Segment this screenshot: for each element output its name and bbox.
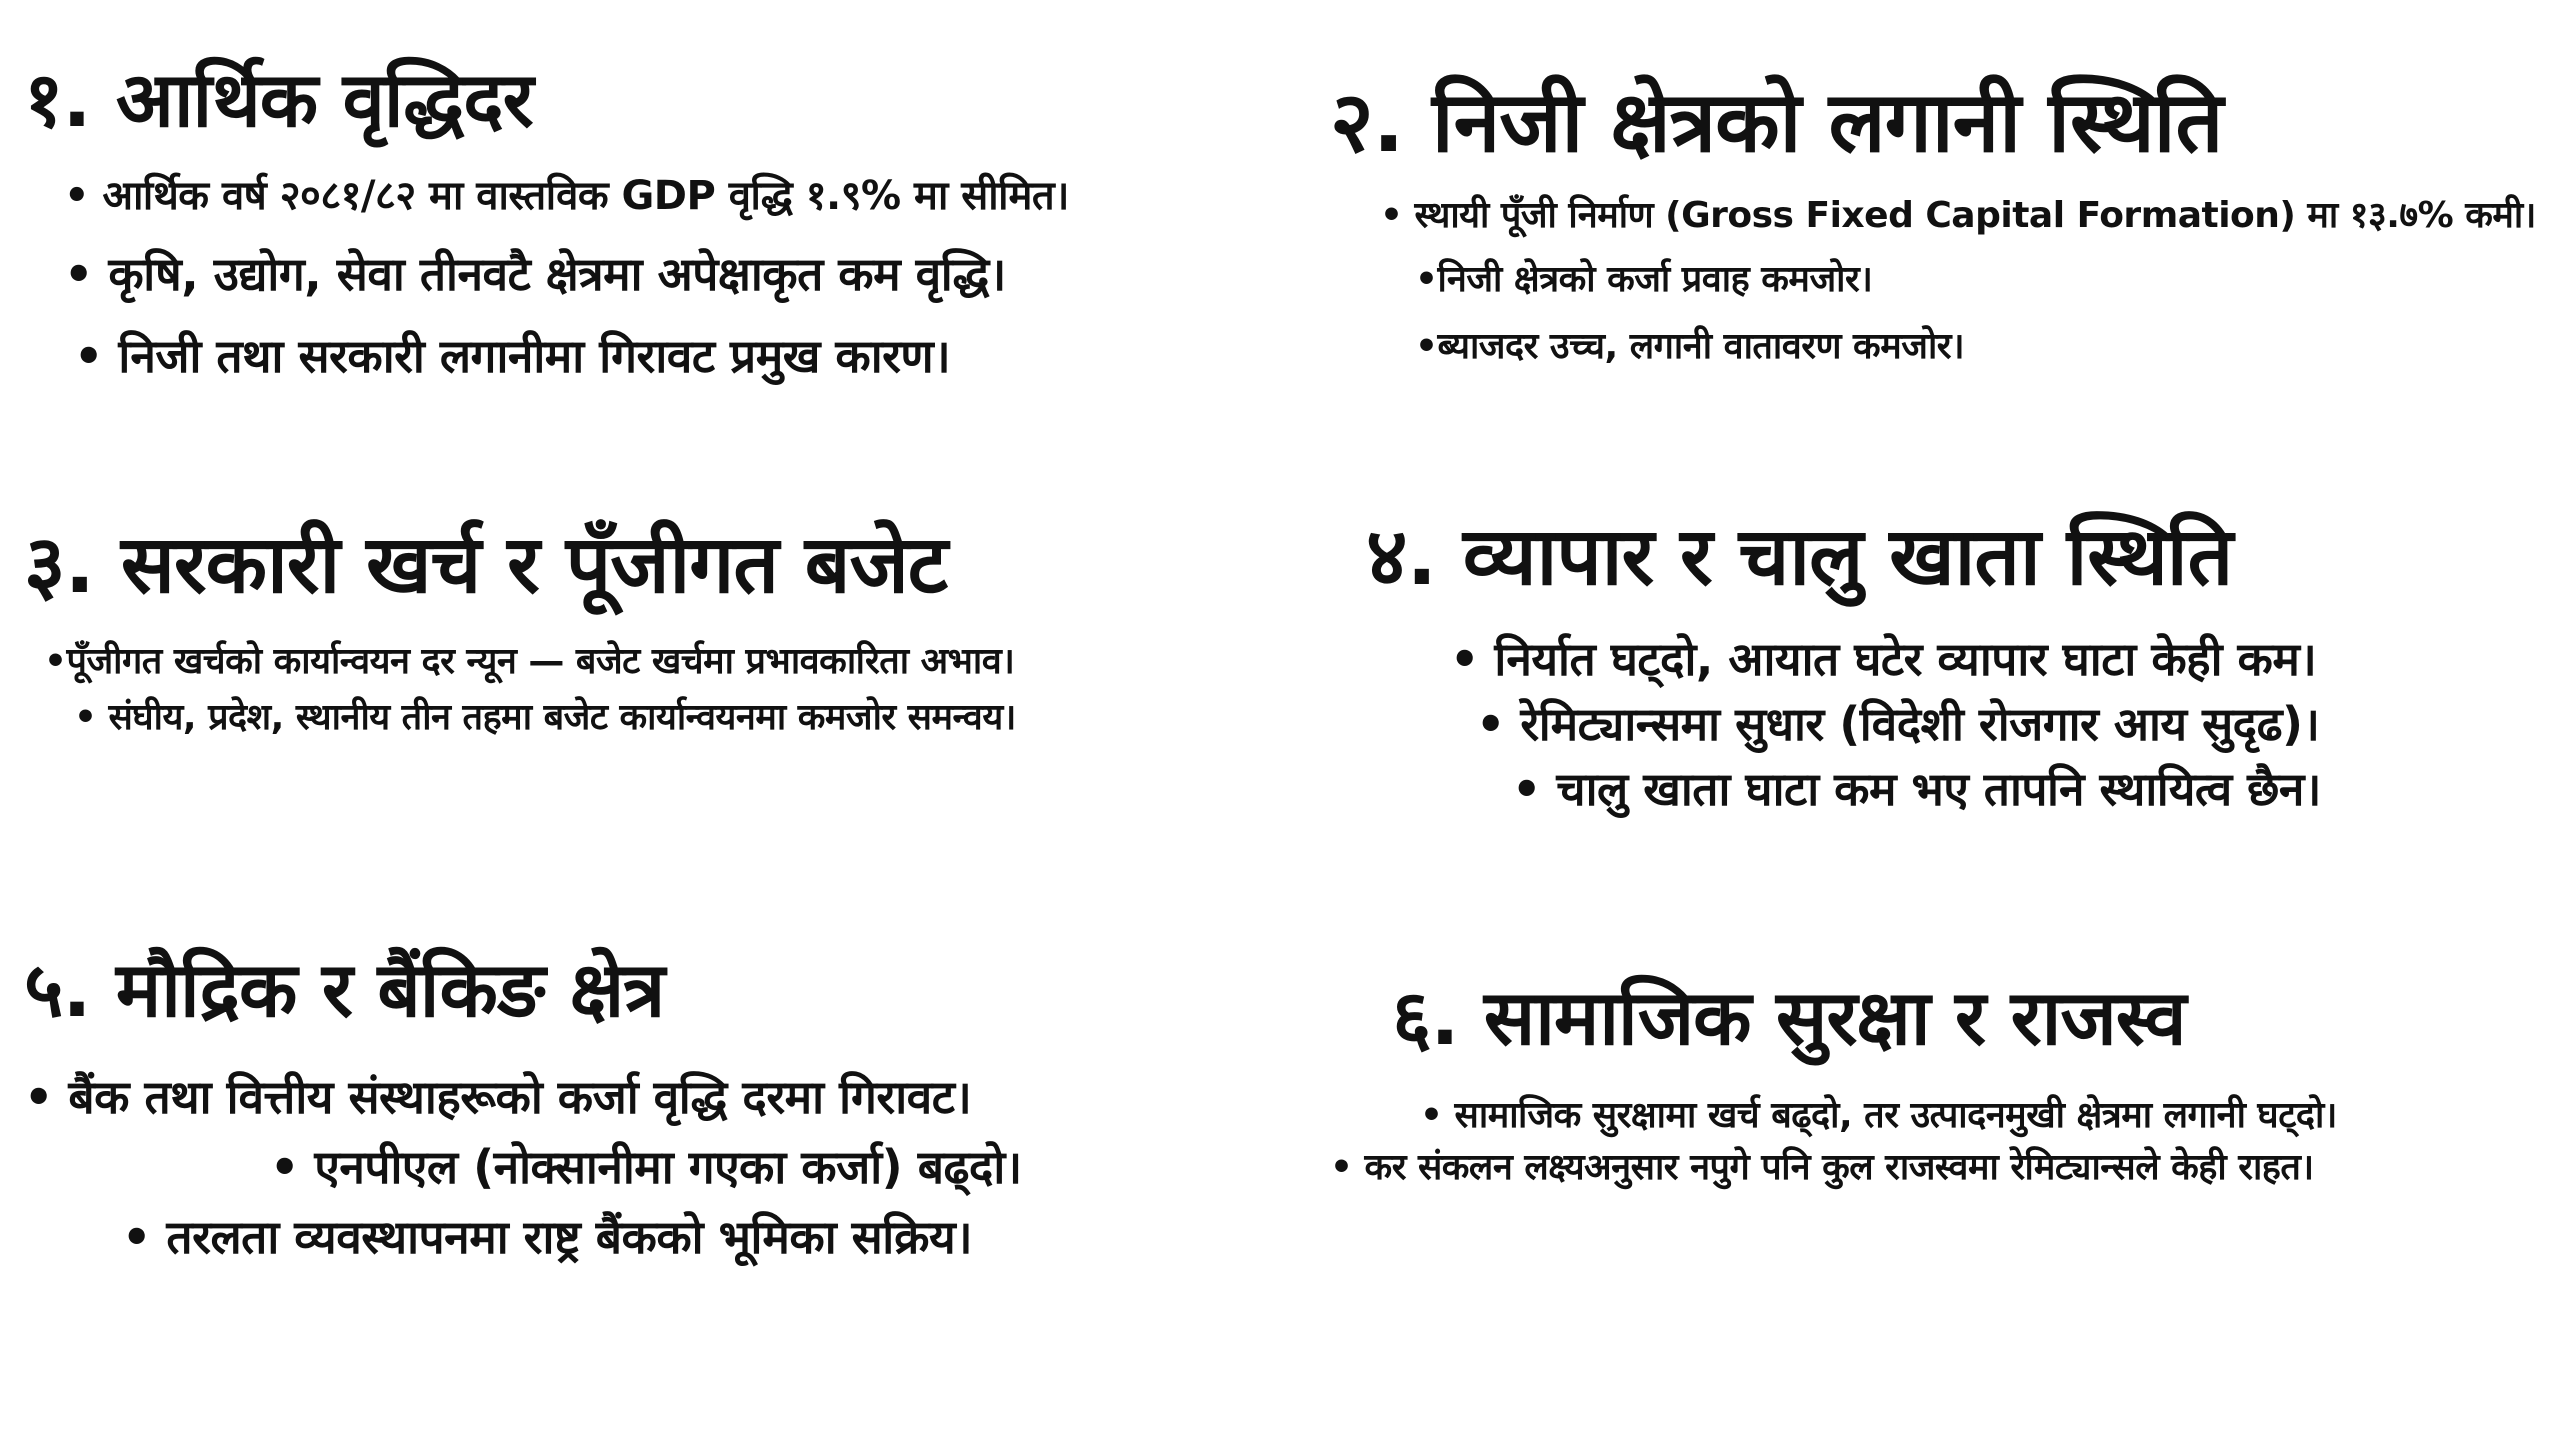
- bullet-list: [1366, 626, 2321, 822]
- bullet-item: • कर संकलन लक्ष्यअनुसार नपुगे पनि कुल राजस्वमा रेमिट्यान्सले केही राहत।: [1330, 1147, 2314, 1188]
- bullet-item: • निर्यात घट्दो, आयात घटेर व्यापार घाटा केही कम।: [1450, 632, 2317, 686]
- bullet-item: • बैंक तथा वित्तीय संस्थाहरूको कर्जा वृद्धि दरमा गिरावट।: [24, 1070, 972, 1124]
- bullet-list: [1330, 184, 2536, 382]
- section-heading: २. निजी क्षेत्रको लगानी स्थिति: [1330, 73, 2223, 171]
- bullet-list: [24, 160, 1069, 396]
- section-heading: ५. मौद्रिक र बैंकिङ क्षेत्र: [24, 945, 665, 1034]
- bullet-item: •ब्याजदर उच्च, लगानी वातावरण कमजोर।: [1415, 326, 1965, 367]
- section-trade-current-account: [1366, 502, 2321, 822]
- section-private-investment: [1330, 68, 2536, 382]
- section-heading: ३. सरकारी खर्च र पूँजीगत बजेट: [24, 518, 948, 611]
- bullet-item: •निजी क्षेत्रको कर्जा प्रवाह कमजोर।: [1415, 259, 1873, 300]
- bullet-list: [24, 634, 1016, 746]
- bullet-item: • तरलता व्यवस्थापनमा राष्ट्र बैंकको भूमिका सक्रिय।: [122, 1210, 973, 1264]
- bullet-list: [1330, 1090, 2337, 1194]
- section-heading: ६. सामाजिक सुरक्षा र राजस्व: [1392, 973, 2186, 1062]
- bullet-item: • रेमिट्यान्समा सुधार (विदेशी रोजगार आय सुदृढ)।: [1476, 697, 2320, 751]
- section-government-spending: [24, 510, 1016, 746]
- section-economic-growth: [24, 50, 1069, 396]
- section-monetary-banking: [24, 938, 1022, 1272]
- bullet-item: • स्थायी पूँजी निर्माण (Gross Fixed Capital Formation) मा १३.७% कमी।: [1380, 195, 2536, 236]
- section-heading: ४. व्यापार र चालु खाता स्थिति: [1366, 510, 2233, 603]
- bullet-item: • चालु खाता घाटा कम भए तापनि स्थायित्व छैन।: [1512, 762, 2321, 816]
- bullet-item: • सामाजिक सुरक्षामा खर्च बढ्दो, तर उत्पादनमुखी क्षेत्रमा लगानी घट्दो।: [1420, 1095, 2337, 1136]
- section-heading: १. आर्थिक वृद्धिदर: [24, 55, 533, 144]
- bullet-item: • कृषि, उद्योग, सेवा तीनवटै क्षेत्रमा अपेक्षाकृत कम वृद्धि।: [64, 247, 1006, 301]
- section-social-security-revenue: [1330, 966, 2337, 1194]
- bullet-list: [24, 1062, 1022, 1272]
- bullet-item: • संघीय, प्रदेश, स्थानीय तीन तहमा बजेट कार्यान्वयनमा कमजोर समन्वय।: [74, 697, 1016, 738]
- bullet-item: • एनपीएल (नोक्सानीमा गएका कर्जा) बढ्दो।: [270, 1140, 1022, 1194]
- bullet-item: • आर्थिक वर्ष २०८१/८२ मा वास्तविक GDP वृद्धि १.९% मा सीमित।: [64, 173, 1069, 219]
- bullet-item: •पूँजीगत खर्चको कार्यान्वयन दर न्यून — बजेट खर्चमा प्रभावकारिता अभाव।: [44, 641, 1015, 682]
- bullet-item: • निजी तथा सरकारी लगानीमा गिरावट प्रमुख कारण।: [74, 329, 951, 383]
